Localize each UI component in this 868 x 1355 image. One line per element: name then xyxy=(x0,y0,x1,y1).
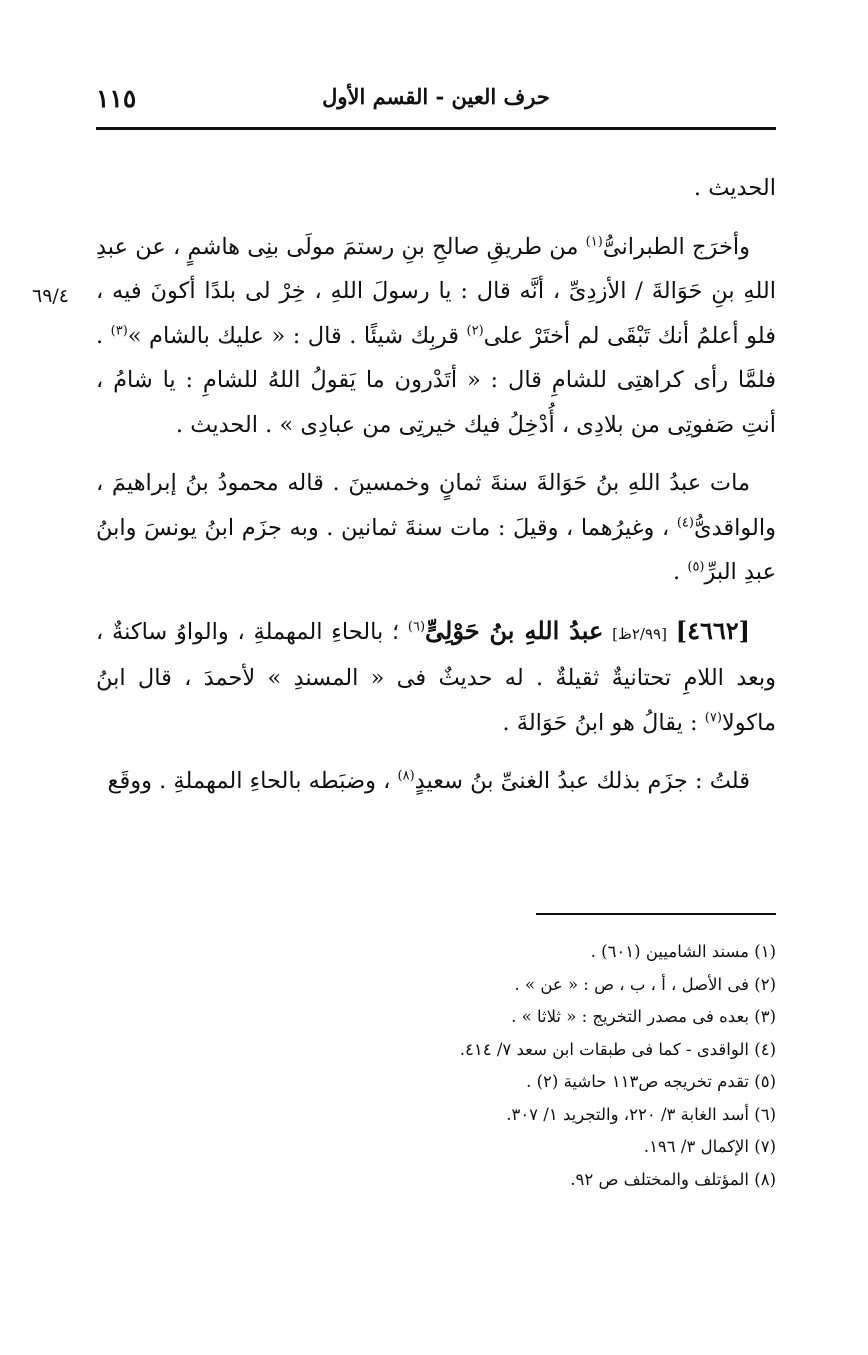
footnote-ref: (٦) xyxy=(407,619,426,634)
margin-note: ٦٩/٤ xyxy=(32,285,70,307)
paragraph xyxy=(96,609,776,746)
footnote-ref: (٢) xyxy=(466,323,484,338)
footnote: (٣) بعده فى مصدر التخريج : « ثلاثا » . xyxy=(511,1007,776,1026)
paragraph-text: وأخرَج الطبرانىُّ xyxy=(602,233,750,260)
footnote: (٦) أسد الغابة ٣/ ٢٢٠، والتجريد ١/ ٣٠٧. xyxy=(506,1104,776,1124)
footnote-ref: (٣) xyxy=(110,323,128,338)
footnote: (٨) المؤتلف والمختلف ص ٩٢. xyxy=(570,1169,776,1189)
footnotes xyxy=(96,936,776,1196)
paragraph-text: الحديث . xyxy=(693,175,776,201)
footnote-ref: (٧) xyxy=(704,710,722,725)
footnote: (١) مسند الشاميين (٦٠١) . xyxy=(590,942,776,961)
footnote: (٧) الإكمال ٣/ ١٩٦. xyxy=(643,1137,776,1156)
entry-source: [٢/٩٩ظ] xyxy=(612,624,667,643)
page-header xyxy=(96,84,776,124)
paragraph xyxy=(96,759,776,804)
footnote-rule xyxy=(536,913,776,915)
paragraph xyxy=(96,225,776,448)
footnote-ref: (٨) xyxy=(397,768,415,784)
paragraph-text: ، وضبَطه بالحاءِ المهملةِ . ووقَع xyxy=(107,768,398,794)
footnote: (٤) الواقدى - كما فى طبقات ابن سعد ٧/ ٤١٤. xyxy=(459,1039,776,1059)
paragraph-text: ؛ بالحاءِ المهملةِ ، والواوُ ساكنةٌ ، وبعد اللامِ تحتانيةٌ ثقيلةٌ . له حديثٌ فى « المسندِ » لأحمدَ ، قال ابنُ ماكولا xyxy=(96,618,776,736)
page-number: ١١٥ xyxy=(96,84,137,113)
footnote: (٢) فى الأصل ، أ ، ب ، ص : « عن » . xyxy=(514,974,776,994)
footnote-ref: (٥) xyxy=(687,559,705,575)
footnote-ref: (١) xyxy=(585,234,603,249)
entry-name: عبدُ اللهِ بنُ حَوْلِىٍّ xyxy=(425,615,604,645)
body-text xyxy=(96,166,776,804)
paragraph-text: ، وغيرُهما ، وقيلَ : مات سنةَ ثمانين . وبه جزَم ابنُ يونسَ وابنُ عبدِ البرِّ xyxy=(96,514,776,585)
paragraph xyxy=(96,166,776,211)
paragraph-text: قربِك شيئًا . قال : « عليك بالشام » xyxy=(127,322,467,349)
footnote: (٥) تقدم تخريجه ص١١٣ حاشية (٢) . xyxy=(526,1072,776,1091)
paragraph-text: مات عبدُ اللهِ بنُ حَوَالةَ سنةَ ثمانٍ وخمسينَ . قاله محمودُ بنُ إبراهيمَ ، والواقدىُّ xyxy=(96,470,776,541)
paragraph-text: . xyxy=(673,559,688,585)
paragraph-text: من طريقِ صالحِ بنِ رستمَ مولَى بنِى هاشمٍ ، عن عبدِ اللهِ بنِ حَوَالةَ / الأزدِىِّ ، أنَّه قال : يا رسولَ اللهِ ، خِرْ لى بلدًا أكونَ فيه ، فلو أعلمُ أنك تَبْقَى لم أختَرْ على xyxy=(96,233,777,349)
paragraph-text: . فلمَّا رأى كراهتِى للشامِ قال : « أتَدْرون ما يَقولُ اللهُ للشامِ : يا شامُ ، أنتِ صَفوتِى من بلادِى ، أُدْخِلُ فيك خيرتِى من عبادِى » . الحديث . xyxy=(96,322,776,438)
entry-number: [٤٦٦٢] xyxy=(675,615,750,645)
paragraph xyxy=(96,461,776,595)
paragraph-text: : يقالُ هو ابنُ حَوَالةَ . xyxy=(502,709,705,736)
paragraph-text: قلتُ : جزَم بذلك عبدُ الغنىِّ بنُ سعيدٍ xyxy=(414,768,750,794)
footnote-ref: (٤) xyxy=(676,515,694,530)
running-title: حرف العين - القسم الأول xyxy=(322,84,550,109)
header-rule xyxy=(96,127,776,130)
